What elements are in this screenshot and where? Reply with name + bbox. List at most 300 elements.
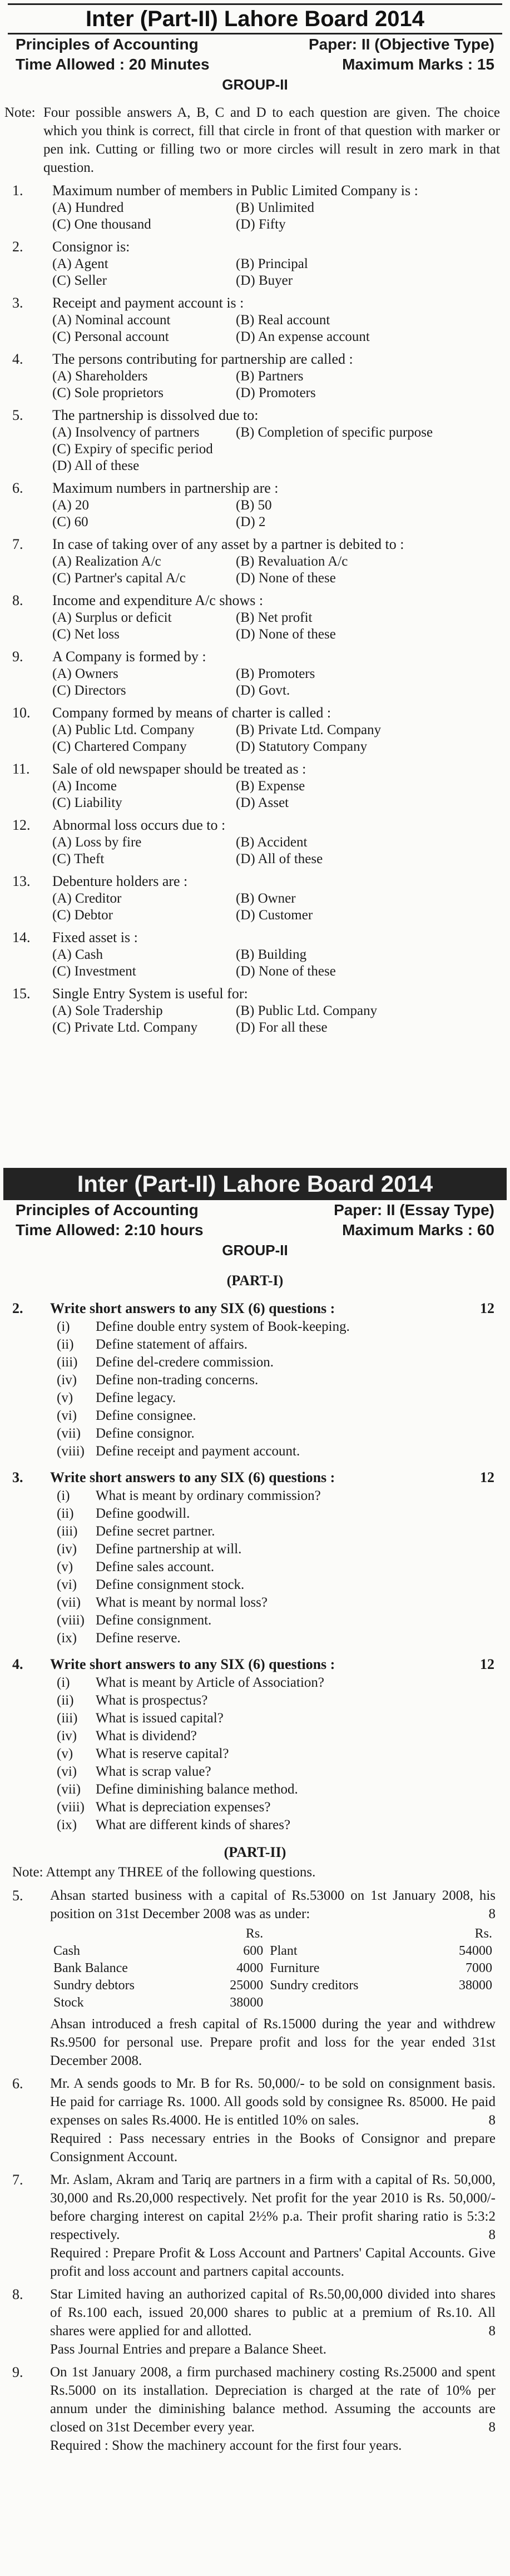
table-cell: 7000: [466, 1961, 492, 1975]
long-question: [0, 2171, 510, 2281]
sub-question-number: (vii): [57, 1782, 81, 1797]
sub-question-text: Define goodwill.: [96, 1506, 190, 1521]
question-requirement: Pass Journal Entries and prepare a Balance Sheet.: [50, 2342, 327, 2357]
answer-option: (A) Surplus or deficit: [52, 610, 172, 625]
question-number: 4.: [12, 351, 23, 367]
answer-option: (A) Public Ltd. Company: [52, 722, 195, 737]
objective-section: [0, 3, 510, 1036]
answer-options: [52, 834, 499, 868]
mcq-question: [0, 928, 510, 980]
sub-question-number: (i): [57, 1675, 70, 1690]
answer-option: (D) All of these: [52, 458, 140, 473]
answer-option: (C) Partner's capital A/c: [52, 571, 186, 586]
question-text: Consignor is:: [52, 239, 130, 255]
table-row: [50, 1977, 496, 1994]
question-instruction: Write short answers to any SIX (6) questions :: [50, 1300, 335, 1316]
question-statement: Mr. Aslam, Akram and Tariq are partners in a firm with a capital of Rs. 50,000, 30,000 and Rs.20,000 respectively. Net profit for the year 2010 is Rs. 50,000/- before charging interest on capital 2½% p.a. Their profit sharing ratio is 5:3:2 respectively.: [50, 2172, 496, 2242]
question-statement: On 1st January 2008, a firm purchased machinery costing Rs.25000 and spent Rs.5000 on its installation. Depreciation is charged at the rate of 10% per annum under the diminishing balance method. Assuming the accounts are closed on 31st December every year.: [50, 2365, 496, 2435]
mcq-question: [0, 872, 510, 924]
question-marks: 8: [488, 2113, 496, 2128]
answer-options: [52, 778, 499, 811]
question-text: Maximum number of members in Public Limited Company is :: [52, 182, 418, 199]
answer-options: [52, 200, 499, 233]
question-body: [50, 1468, 494, 1647]
question-requirement: Ahsan introduced a fresh capital of Rs.15000 during the year and withdrew Rs.9500 for personal use. Prepare profit and loss for the year ended 31st December 2008.: [50, 2017, 496, 2068]
sub-question-number: (ix): [57, 1631, 77, 1646]
sub-question: [50, 1389, 494, 1407]
subjective-header-row-2: [0, 1220, 510, 1240]
question-heading: [50, 1299, 494, 1318]
sub-question-number: (iv): [57, 1728, 77, 1743]
sub-question-number: (ii): [57, 1337, 74, 1352]
answer-option: (A) Shareholders: [52, 369, 148, 384]
answer-options: [52, 610, 499, 643]
sub-question: [50, 1816, 494, 1834]
short-question-block: [0, 1299, 510, 1460]
sub-question-number: (iv): [57, 1373, 77, 1388]
sub-question: [50, 1336, 494, 1354]
question-body: [52, 294, 499, 345]
answer-option: (A) Hundred: [52, 200, 124, 215]
sub-question-text: What is scrap value?: [96, 1764, 211, 1779]
sub-question-number: (ix): [57, 1817, 77, 1832]
table-cell: Bank Balance: [53, 1961, 128, 1975]
sub-question-number: (ii): [57, 1506, 74, 1521]
sub-question: [50, 1763, 494, 1781]
question-text: [50, 1886, 496, 1923]
answer-option: (B) Building: [236, 947, 307, 962]
sub-question: [50, 1523, 494, 1540]
short-question-block: [0, 1468, 510, 1647]
question-text: Maximum numbers in partnership are :: [52, 480, 279, 496]
mcq-question: [0, 704, 510, 755]
sub-question-text: Define statement of affairs.: [96, 1337, 248, 1352]
sub-question-number: (iii): [57, 1355, 78, 1370]
answer-options: [52, 312, 499, 345]
answer-option: (A) Income: [52, 779, 117, 794]
answer-option: (B) Promoters: [236, 666, 315, 681]
sub-question-text: What is depreciation expenses?: [96, 1800, 271, 1815]
sub-question: [50, 1443, 494, 1460]
answer-option: (A) Realization A/c: [52, 554, 161, 569]
answer-option: (B) Net profit: [236, 610, 313, 625]
sub-question: [50, 1594, 494, 1612]
question-body: [50, 2363, 496, 2455]
sub-question-text: Define receipt and payment account.: [96, 1444, 300, 1459]
answer-options: [52, 890, 499, 924]
answer-options: [52, 553, 499, 587]
table-cell: 25000: [230, 1978, 264, 1993]
question-text: [50, 2363, 496, 2436]
answer-option: (C) Theft: [52, 851, 105, 866]
answer-option: (C) 60: [52, 514, 88, 529]
objective-banner: Inter (Part-II) Lahore Board 2014: [8, 3, 502, 34]
sub-question-text: What is reserve capital?: [96, 1746, 229, 1761]
long-questions: [0, 1886, 510, 2455]
table-row: [50, 1994, 496, 2012]
table-row: [50, 1943, 496, 1960]
table-cell: Cash: [53, 1944, 80, 1958]
table-cell: [428, 1994, 496, 2012]
long-question: [0, 2285, 510, 2359]
question-requirement: Required : Pass necessary entries in the Books of Consignor and prepare Consignment Account.: [50, 2131, 496, 2164]
question-body: [52, 704, 499, 755]
table-cell: 38000: [230, 1995, 264, 2010]
sub-question-text: Define secret partner.: [96, 1524, 215, 1539]
long-question: [0, 2074, 510, 2166]
answer-option: (C) Chartered Company: [52, 739, 187, 754]
table-cell: Stock: [53, 1995, 84, 2010]
mcq-question: [0, 760, 510, 811]
sub-question: [50, 1371, 494, 1389]
table-header-cell: [266, 1925, 428, 1943]
table-cell: Sundry debtors: [53, 1978, 135, 1993]
mcq-question: [0, 535, 510, 587]
answer-option: (B) Real account: [236, 313, 330, 328]
question-marks: 12: [480, 1469, 494, 1485]
question-number: 3.: [12, 295, 23, 311]
instructions-note: [0, 103, 510, 177]
sub-question: [50, 1318, 494, 1336]
objective-header-row-1: [0, 34, 510, 55]
mcq-question: [0, 237, 510, 289]
question-body: [52, 535, 499, 587]
answer-option: (D) Asset: [236, 795, 289, 810]
paper-label: Paper: II (Objective Type): [308, 36, 494, 53]
sub-question-text: Define consignee.: [96, 1408, 196, 1423]
answer-option: (D) Govt.: [236, 683, 290, 698]
question-marks: 8: [488, 2324, 496, 2339]
answer-option: (B) Partners: [236, 369, 304, 384]
question-number: 6.: [12, 2075, 23, 2092]
note-label: Note:: [4, 105, 36, 120]
sub-question-number: (i): [57, 1488, 70, 1503]
answer-option: (A) Nominal account: [52, 313, 171, 328]
answer-option: (C) Debtor: [52, 908, 113, 923]
answer-option: (C) Liability: [52, 795, 122, 810]
question-number: 3.: [12, 1469, 23, 1485]
answer-option: (A) Loss by fire: [52, 835, 142, 850]
mcq-question: [0, 647, 510, 699]
subjective-banner: Inter (Part-II) Lahore Board 2014: [3, 1168, 507, 1200]
answer-option: (C) One thousand: [52, 217, 151, 232]
part-2-heading: (PART-II): [224, 1844, 286, 1860]
question-text: Sale of old newspaper should be treated as :: [52, 761, 306, 777]
sub-question-text: Define reserve.: [96, 1631, 181, 1646]
answer-option: (B) 50: [236, 498, 272, 513]
sub-question-number: (vi): [57, 1764, 77, 1779]
question-body: [52, 350, 499, 402]
sub-question-number: (viii): [57, 1800, 85, 1815]
sub-question-text: What is meant by ordinary commission?: [96, 1488, 321, 1503]
question-heading: [50, 1468, 494, 1487]
question-body: [50, 2285, 496, 2359]
sub-question-text: What are different kinds of shares?: [96, 1817, 291, 1832]
question-text: [50, 2285, 496, 2340]
sub-question-text: What is issued capital?: [96, 1711, 224, 1726]
question-body: [50, 2171, 496, 2281]
sub-question-number: (v): [57, 1746, 73, 1761]
part-1-heading: (PART-I): [226, 1272, 284, 1289]
answer-options: [52, 666, 499, 699]
maximum-marks: Maximum Marks : 60: [342, 1221, 494, 1239]
question-text: In case of taking over of any asset by a partner is debited to :: [52, 536, 404, 552]
answer-option: (D) An expense account: [236, 329, 370, 344]
question-number: 7.: [12, 2172, 23, 2188]
answer-option: (A) Creditor: [52, 891, 122, 906]
sub-question: [50, 1692, 494, 1710]
sub-question-number: (vi): [57, 1577, 77, 1592]
sub-question: [50, 1407, 494, 1425]
answer-option: (C) Seller: [52, 273, 107, 288]
question-text: [50, 2074, 496, 2129]
sub-question-text: Define diminishing balance method.: [96, 1782, 298, 1797]
answer-option: (A) Agent: [52, 256, 108, 271]
answer-option: (B) Unlimited: [236, 200, 314, 215]
question-body: [52, 816, 499, 868]
answer-option: (D) Statutory Company: [236, 739, 368, 754]
answer-option: (B) Expense: [236, 779, 305, 794]
question-number: 7.: [12, 536, 23, 552]
answer-option: (D) For all these: [236, 1020, 328, 1035]
subjective-section: [0, 1168, 510, 2455]
answer-option: (C) Expiry of specific period: [52, 442, 213, 457]
long-question: [0, 1886, 510, 2070]
answer-option: (C) Net loss: [52, 627, 120, 642]
question-text: Abnormal loss occurs due to :: [52, 817, 226, 833]
answer-option: (B) Revaluation A/c: [236, 554, 348, 569]
question-body: [50, 1886, 496, 2070]
sub-question-text: Define sales account.: [96, 1559, 215, 1574]
sub-question: [50, 1425, 494, 1443]
question-number: 15.: [12, 985, 31, 1002]
sub-question-text: Define legacy.: [96, 1390, 176, 1405]
sub-question-number: (i): [57, 1319, 70, 1334]
short-questions: [0, 1299, 510, 1834]
question-number: 12.: [12, 817, 31, 833]
answer-option: (C) Directors: [52, 683, 126, 698]
answer-options: [52, 722, 499, 755]
question-number: 9.: [12, 648, 23, 665]
answer-option: (D) Buyer: [236, 273, 293, 288]
answer-options: [52, 368, 499, 402]
question-number: 9.: [12, 2364, 23, 2380]
answer-option: (C) Investment: [52, 964, 136, 979]
question-body: [52, 984, 499, 1036]
answer-option: [236, 458, 499, 474]
question-text: [50, 2171, 496, 2244]
answer-option: (A) Insolvency of partners: [52, 425, 200, 440]
sub-question-text: What is meant by Article of Association?: [96, 1675, 325, 1690]
time-allowed: Time Allowed: 2:10 hours: [16, 1221, 204, 1239]
question-body: [50, 1655, 494, 1834]
question-marks: 12: [480, 1300, 494, 1316]
sub-question-text: Define consignor.: [96, 1426, 195, 1441]
table-cell: 38000: [459, 1978, 492, 1993]
question-body: [50, 1299, 494, 1460]
sub-question: [50, 1799, 494, 1816]
sub-question-text: What is dividend?: [96, 1728, 197, 1743]
question-body: [52, 647, 499, 699]
sub-question-text: What is prospectus?: [96, 1693, 208, 1708]
sub-question: [50, 1781, 494, 1799]
table-cell: Sundry creditors: [270, 1978, 359, 1993]
answer-option: (B) Private Ltd. Company: [236, 722, 382, 737]
question-body: [52, 872, 499, 924]
question-number: 8.: [12, 2286, 23, 2302]
table-row: [50, 1960, 496, 1977]
table-cell: Plant: [270, 1944, 298, 1958]
answer-option: (D) None of these: [236, 627, 336, 642]
sub-question-text: Define non-trading concerns.: [96, 1373, 259, 1388]
question-text: Receipt and payment account is :: [52, 295, 244, 311]
answer-option: (B) Public Ltd. Company: [236, 1003, 378, 1018]
sub-question: [50, 1629, 494, 1647]
question-body: [52, 406, 499, 474]
time-allowed: Time Allowed : 20 Minutes: [16, 56, 210, 73]
answer-option: (A) Owners: [52, 666, 118, 681]
mcq-question: [0, 181, 510, 233]
mcq-question: [0, 984, 510, 1036]
sub-question-text: What is meant by normal loss?: [96, 1595, 268, 1610]
question-marks: 8: [488, 2227, 496, 2242]
question-marks: 8: [488, 1906, 496, 1921]
question-number: 5.: [12, 1888, 23, 1904]
table-header-cell: Rs.: [245, 1926, 264, 1941]
question-number: 5.: [12, 407, 23, 423]
question-number: 4.: [12, 1656, 23, 1672]
answer-option: (C) Personal account: [52, 329, 169, 344]
answer-options: [52, 947, 499, 980]
question-text: A Company is formed by :: [52, 648, 206, 665]
question-text: Single Entry System is useful for:: [52, 985, 248, 1002]
group-label: GROUP-II: [222, 76, 288, 93]
sub-question: [50, 1576, 494, 1594]
question-statement: Ahsan started business with a capital of Rs.53000 on 1st January 2008, his position on 31st December 2008 was as under:: [50, 1888, 496, 1921]
question-body: [52, 479, 499, 531]
question-requirement: Required : Show the machinery account for the first four years.: [50, 2438, 402, 2453]
sub-question: [50, 1487, 494, 1505]
short-question-block: [0, 1655, 510, 1834]
question-instruction: Write short answers to any SIX (6) questions :: [50, 1469, 335, 1485]
answer-option: (D) Promoters: [236, 385, 316, 400]
answer-option: (B) Principal: [236, 256, 308, 271]
mcq-question: [0, 406, 510, 474]
sub-question-number: (ii): [57, 1693, 74, 1708]
question-statement: Star Limited having an authorized capital of Rs.50,00,000 divided into shares of Rs.100 each, issued 20,000 shares to public at a premium of Rs.10. All shares were applied for and allotted.: [50, 2287, 496, 2339]
sub-question-number: (iii): [57, 1711, 78, 1726]
question-body: [50, 2074, 496, 2166]
table-cell: 600: [243, 1944, 264, 1958]
answer-option: (D) None of these: [236, 964, 336, 979]
question-text: Fixed asset is :: [52, 929, 138, 945]
answer-option: [236, 441, 499, 458]
sub-question: [50, 1540, 494, 1558]
subject-label: Principles of Accounting: [16, 36, 199, 53]
answer-options: [52, 497, 499, 531]
question-body: [52, 181, 499, 233]
sub-question: [50, 1505, 494, 1523]
sub-question-text: Define consignment stock.: [96, 1577, 245, 1592]
question-number: 8.: [12, 592, 23, 608]
answer-option: (B) Accident: [236, 835, 308, 850]
question-text: Company formed by means of charter is called :: [52, 705, 331, 721]
paper-label: Paper: II (Essay Type): [334, 1201, 494, 1218]
question-requirement: Required : Prepare Profit & Loss Account and Partners' Capital Accounts. Give profit and loss account and partners capital accounts.: [50, 2246, 496, 2279]
sub-question: [50, 1674, 494, 1692]
answer-option: (A) 20: [52, 498, 89, 513]
table-cell: 4000: [236, 1961, 264, 1975]
question-number: 13.: [12, 873, 31, 889]
answer-option: (C) Sole proprietors: [52, 385, 164, 400]
question-text: The persons contributing for partnership are called :: [52, 351, 353, 367]
question-text: Income and expenditure A/c shows :: [52, 592, 264, 608]
answer-option: (D) Fifty: [236, 217, 286, 232]
sub-question: [50, 1710, 494, 1727]
answer-option: (B) Completion of specific purpose: [236, 425, 433, 440]
mcq-question: [0, 816, 510, 868]
question-instruction: Write short answers to any SIX (6) questions :: [50, 1656, 335, 1672]
question-number: 2.: [12, 239, 23, 255]
answer-option: (D) All of these: [236, 851, 323, 866]
sub-question-number: (v): [57, 1390, 73, 1405]
mcq-question: [0, 591, 510, 643]
sub-question-text: Define consignment.: [96, 1613, 212, 1628]
question-body: [52, 237, 499, 289]
objective-header-row-2: [0, 55, 510, 75]
sub-question-number: (vi): [57, 1408, 77, 1423]
answer-option: (A) Cash: [52, 947, 103, 962]
table-header-cell: Rs.: [474, 1926, 492, 1941]
mcq-question: [0, 479, 510, 531]
maximum-marks: Maximum Marks : 15: [342, 56, 494, 73]
question-body: [52, 591, 499, 643]
sub-question: [50, 1745, 494, 1763]
question-number: 11.: [12, 761, 30, 777]
answer-option: (C) Private Ltd. Company: [52, 1020, 198, 1035]
question-marks: 8: [488, 2420, 496, 2435]
question-text: Debenture holders are :: [52, 873, 188, 889]
sub-question-number: (v): [57, 1559, 73, 1574]
table-cell: [266, 1994, 428, 2012]
long-question: [0, 2363, 510, 2455]
mcq-question: [0, 294, 510, 345]
question-heading: [50, 1655, 494, 1674]
sub-question-text: Define double entry system of Book-keeping.: [96, 1319, 350, 1334]
answer-option: (D) None of these: [236, 571, 336, 586]
sub-question-number: (iii): [57, 1524, 78, 1539]
answer-option: (D) Customer: [236, 908, 313, 923]
sub-question-number: (vii): [57, 1595, 81, 1610]
question-number: 2.: [12, 1300, 23, 1316]
sub-question: [50, 1354, 494, 1371]
mcq-list: [0, 181, 510, 1036]
part-2-note: Note: Attempt any THREE of the following questions.: [12, 1865, 316, 1880]
table-cell: 54000: [459, 1944, 492, 1958]
answer-options: [52, 424, 499, 474]
answer-option: (B) Owner: [236, 891, 296, 906]
mcq-question: [0, 350, 510, 402]
question-number: 14.: [12, 929, 31, 945]
sub-question-number: (iv): [57, 1542, 77, 1557]
answer-option: (A) Sole Tradership: [52, 1003, 163, 1018]
question-marks: 12: [480, 1656, 494, 1672]
question-number: 1.: [12, 182, 23, 199]
subjective-header-row-1: [0, 1200, 510, 1220]
note-text: Four possible answers A, B, C and D to each question are given. The choice which you think is correct, fill that circle in front of that question with marker or pen ink. Cutting or filling two or more circles will result in zero mark in that question.: [43, 105, 500, 175]
sub-question-text: Define del-credere commission.: [96, 1355, 274, 1370]
question-statement: Mr. A sends goods to Mr. B for Rs. 50,000/- to be sold on consignment basis. He paid for carriage Rs. 1000. All goods sold by consignee Rs. 85000. He paid expenses on sales Rs.4000. He is entitled 10% on sales.: [50, 2076, 496, 2128]
